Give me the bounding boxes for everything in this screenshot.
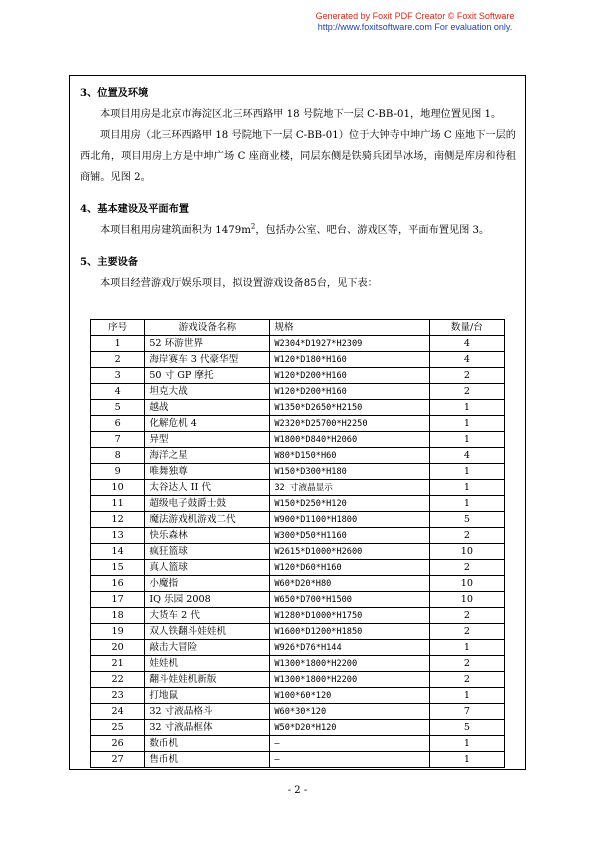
- device-quantity: 2: [429, 560, 504, 576]
- device-spec: W2615*D1000*H2600: [270, 544, 429, 560]
- device-name: 双人铁翻斗娃娃机: [145, 624, 270, 640]
- section-3-paragraph-2: 项目用房（北三环西路甲 18 号院地下一层 C-BB-01）位于大钟寺中坤广场 C 座地下一层的西北角，项目用房上方是中坤广场 C 座商业楼，同层东侧是铁骑兵团旱冰场，南侧是库房和待租商铺。见图 2。: [80, 130, 516, 183]
- table-row: [91, 560, 505, 576]
- device-name: 50 寸 GP 摩托: [145, 368, 270, 384]
- table-row: [91, 528, 505, 544]
- device-quantity: 4: [429, 336, 504, 352]
- table-row: [91, 432, 505, 448]
- row-index: 26: [91, 736, 145, 752]
- device-quantity: 1: [429, 752, 504, 768]
- device-name: 异型: [145, 432, 270, 448]
- device-spec: W1300*1800*H2200: [270, 672, 429, 688]
- device-name: 魔法游戏机游戏二代: [145, 512, 270, 528]
- device-quantity: 5: [429, 720, 504, 736]
- section-3-heading: 3、位置及环境: [80, 87, 149, 99]
- table-row: [91, 512, 505, 528]
- table-row: [91, 368, 505, 384]
- table-row: [91, 576, 505, 592]
- row-index: 19: [91, 624, 145, 640]
- device-quantity: 5: [429, 512, 504, 528]
- foxit-watermark: [300, 11, 530, 33]
- header-spec: 规格: [270, 320, 429, 336]
- device-name: 售币机: [145, 752, 270, 768]
- device-spec: W1800*D840*H2060: [270, 432, 429, 448]
- device-spec: W80*D150*H60: [270, 448, 429, 464]
- device-name: 娃娃机: [145, 656, 270, 672]
- page-number: - 2 -: [287, 785, 308, 796]
- table-row: [91, 688, 505, 704]
- section-4-text-b: ，包括办公室、吧台、游戏区等，平面布置见图 3。: [255, 225, 490, 236]
- row-index: 18: [91, 608, 145, 624]
- table-row: [91, 464, 505, 480]
- device-spec: W926*D76*H144: [270, 640, 429, 656]
- device-spec: W300*D50*H1160: [270, 528, 429, 544]
- table-row: [91, 496, 505, 512]
- device-quantity: 1: [429, 400, 504, 416]
- row-index: 25: [91, 720, 145, 736]
- table-body: [91, 336, 505, 768]
- device-spec: W650*D700*H1500: [270, 592, 429, 608]
- device-spec: W100*60*120: [270, 688, 429, 704]
- table-row: [91, 656, 505, 672]
- section-5-heading: 5、主要设备: [80, 256, 139, 268]
- row-index: 21: [91, 656, 145, 672]
- row-index: 1: [91, 336, 145, 352]
- row-index: 12: [91, 512, 145, 528]
- table-row: [91, 480, 505, 496]
- device-quantity: 2: [429, 368, 504, 384]
- equipment-table: [90, 319, 505, 768]
- table-row: [91, 336, 505, 352]
- table-row: [91, 352, 505, 368]
- row-index: 3: [91, 368, 145, 384]
- device-spec: W900*D1100*H1800: [270, 512, 429, 528]
- device-name: 数币机: [145, 736, 270, 752]
- device-spec: W60*30*120: [270, 704, 429, 720]
- table-header-row: [91, 320, 505, 336]
- row-index: 17: [91, 592, 145, 608]
- table-row: [91, 544, 505, 560]
- table-row: [91, 448, 505, 464]
- document-body: [80, 83, 516, 294]
- row-index: 16: [91, 576, 145, 592]
- row-index: 27: [91, 752, 145, 768]
- device-quantity: 1: [429, 640, 504, 656]
- row-index: 24: [91, 704, 145, 720]
- device-name: 太谷达人 II 代: [145, 480, 270, 496]
- row-index: 13: [91, 528, 145, 544]
- device-quantity: 4: [429, 448, 504, 464]
- device-spec: W150*D300*H180: [270, 464, 429, 480]
- device-name: 疯狂篮球: [145, 544, 270, 560]
- device-quantity: 1: [429, 416, 504, 432]
- device-quantity: 2: [429, 656, 504, 672]
- row-index: 8: [91, 448, 145, 464]
- area-superscript: 2: [250, 222, 256, 231]
- row-index: 15: [91, 560, 145, 576]
- device-quantity: 1: [429, 496, 504, 512]
- device-spec: W50*D20*H120: [270, 720, 429, 736]
- device-spec: W1280*D1000*H1750: [270, 608, 429, 624]
- row-index: 10: [91, 480, 145, 496]
- table-row: [91, 608, 505, 624]
- section-4-text-a: 本项目租用房建筑面积为 1479m: [100, 225, 251, 236]
- device-spec: 32 寸液晶显示: [270, 480, 429, 496]
- device-name: 小魔指: [145, 576, 270, 592]
- table-row: [91, 400, 505, 416]
- device-name: 打地鼠: [145, 688, 270, 704]
- device-quantity: 2: [429, 608, 504, 624]
- device-name: 32 寸液晶格斗: [145, 704, 270, 720]
- row-index: 9: [91, 464, 145, 480]
- device-name: 海岸赛车 3 代豪华型: [145, 352, 270, 368]
- header-device-name: 游戏设备名称: [145, 320, 270, 336]
- device-spec: W120*D200*H160: [270, 384, 429, 400]
- device-spec: W1600*D1200*H1850: [270, 624, 429, 640]
- row-index: 14: [91, 544, 145, 560]
- table-row: [91, 416, 505, 432]
- device-name: 敲击大冒险: [145, 640, 270, 656]
- table-row: [91, 592, 505, 608]
- section-4-paragraph: [80, 220, 516, 241]
- device-quantity: 1: [429, 688, 504, 704]
- device-spec: —: [270, 752, 429, 768]
- device-quantity: 4: [429, 352, 504, 368]
- section-3-paragraph-1: 本项目用房是北京市海淀区北三环西路甲 18 号院地下一层 C-BB-01，地理位置见图 1。: [100, 109, 502, 120]
- header-quantity: 数量/台: [429, 320, 504, 336]
- row-index: 5: [91, 400, 145, 416]
- device-quantity: 1: [429, 432, 504, 448]
- device-spec: —: [270, 736, 429, 752]
- device-name: 快乐森林: [145, 528, 270, 544]
- watermark-line-1: Generated by Foxit PDF Creator © Foxit Software: [315, 11, 515, 21]
- table-row: [91, 736, 505, 752]
- device-spec: W60*D20*H80: [270, 576, 429, 592]
- device-quantity: 7: [429, 704, 504, 720]
- device-spec: W120*D60*H160: [270, 560, 429, 576]
- device-quantity: 10: [429, 544, 504, 560]
- device-name: 真人篮球: [145, 560, 270, 576]
- device-spec: W150*D250*H120: [270, 496, 429, 512]
- table-row: [91, 672, 505, 688]
- row-index: 20: [91, 640, 145, 656]
- device-quantity: 2: [429, 528, 504, 544]
- table-row: [91, 640, 505, 656]
- device-name: 海洋之星: [145, 448, 270, 464]
- section-5-paragraph: 本项目经营游戏厅娱乐项目，拟设置游戏设备85台，见下表：: [100, 278, 378, 289]
- row-index: 6: [91, 416, 145, 432]
- table-row: [91, 704, 505, 720]
- device-quantity: 1: [429, 736, 504, 752]
- device-spec: W1350*D2650*H2150: [270, 400, 429, 416]
- row-index: 4: [91, 384, 145, 400]
- device-name: 52 环游世界: [145, 336, 270, 352]
- device-quantity: 1: [429, 480, 504, 496]
- device-name: 翻斗娃娃机新版: [145, 672, 270, 688]
- device-quantity: 2: [429, 624, 504, 640]
- device-name: 32 寸液晶框体: [145, 720, 270, 736]
- row-index: 11: [91, 496, 145, 512]
- device-quantity: 2: [429, 672, 504, 688]
- row-index: 2: [91, 352, 145, 368]
- row-index: 22: [91, 672, 145, 688]
- device-name: 坦克大战: [145, 384, 270, 400]
- device-spec: W2320*D25700*H2250: [270, 416, 429, 432]
- device-quantity: 10: [429, 592, 504, 608]
- row-index: 23: [91, 688, 145, 704]
- device-spec: W2304*D1927*H2309: [270, 336, 429, 352]
- device-name: 越战: [145, 400, 270, 416]
- table-row: [91, 384, 505, 400]
- device-quantity: 1: [429, 464, 504, 480]
- section-4-heading: 4、基本建设及平面布置: [80, 203, 189, 215]
- device-name: 唯舞独尊: [145, 464, 270, 480]
- table-row: [91, 720, 505, 736]
- watermark-line-2: http://www.foxitsoftware.com For evaluation only.: [317, 22, 513, 32]
- table-row: [91, 624, 505, 640]
- device-name: IQ 乐园 2008: [145, 592, 270, 608]
- row-index: 7: [91, 432, 145, 448]
- table-row: [91, 752, 505, 768]
- header-index: 序号: [91, 320, 145, 336]
- device-spec: W1300*1800*H2200: [270, 656, 429, 672]
- device-quantity: 2: [429, 384, 504, 400]
- device-spec: W120*D200*H160: [270, 368, 429, 384]
- device-quantity: 10: [429, 576, 504, 592]
- device-spec: W120*D180*H160: [270, 352, 429, 368]
- device-name: 化解危机 4: [145, 416, 270, 432]
- device-name: 大货车 2 代: [145, 608, 270, 624]
- device-name: 超级电子鼓爵士鼓: [145, 496, 270, 512]
